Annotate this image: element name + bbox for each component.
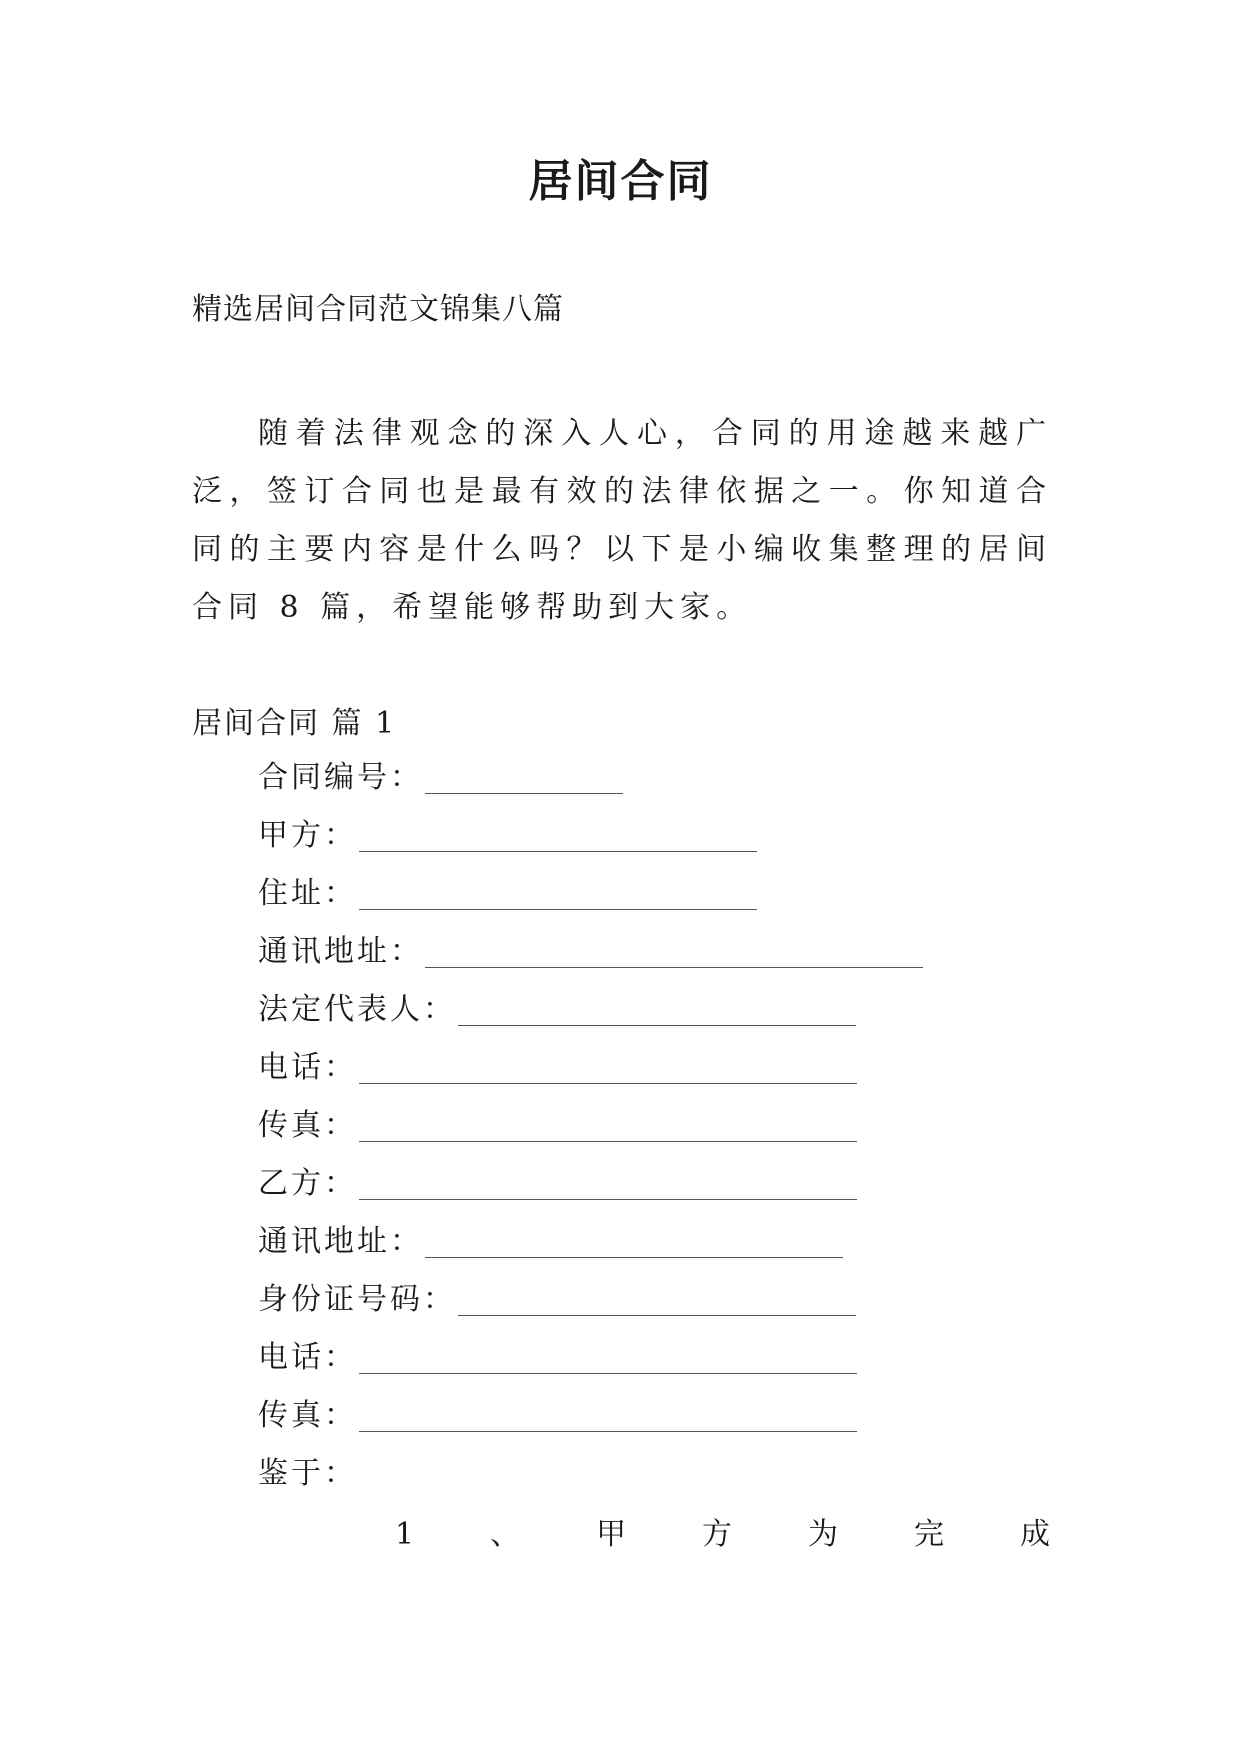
field-label: 通讯地址： — [258, 1224, 423, 1259]
party-b-fax-field — [258, 1396, 857, 1436]
party-b-mailing-address-field — [258, 1222, 843, 1262]
id-number-field — [258, 1280, 856, 1320]
party-b-field — [258, 1164, 857, 1204]
blank-line — [425, 937, 923, 968]
field-label: 合同编号： — [258, 760, 423, 795]
field-label: 传真： — [258, 1108, 357, 1143]
section-heading: 居间合同 篇 1 — [192, 706, 397, 741]
party-a-address-field — [258, 874, 757, 914]
field-label: 身份证号码： — [258, 1282, 456, 1317]
blank-line — [359, 1053, 857, 1084]
legal-representative-field — [258, 990, 856, 1030]
field-label: 传真： — [258, 1398, 357, 1433]
clause-char: 为 — [808, 1517, 839, 1552]
party-a-field — [258, 816, 757, 856]
blank-line — [458, 995, 856, 1026]
blank-line — [359, 1401, 857, 1432]
blank-line — [359, 821, 757, 852]
blank-line — [425, 763, 623, 794]
clause-char: 甲 — [596, 1517, 627, 1552]
party-a-phone-field — [258, 1048, 857, 1088]
field-label: 电话： — [258, 1050, 357, 1085]
blank-line — [359, 1111, 857, 1142]
blank-line — [425, 1227, 843, 1258]
blank-line — [458, 1285, 856, 1316]
field-label: 电话： — [258, 1340, 357, 1375]
clause-char: 方 — [702, 1517, 733, 1552]
clause-char: 完 — [914, 1517, 945, 1552]
field-label: 法定代表人： — [258, 992, 456, 1027]
field-label: 住址： — [258, 876, 357, 911]
field-label: 乙方： — [258, 1166, 357, 1201]
clause-1-line — [395, 1515, 1050, 1555]
party-b-phone-field — [258, 1338, 857, 1378]
field-label: 通讯地址： — [258, 934, 423, 969]
document-subtitle: 精选居间合同范文锦集八篇 — [192, 292, 564, 327]
blank-line — [359, 879, 757, 910]
party-a-fax-field — [258, 1106, 857, 1146]
document-title: 居间合同 — [528, 156, 713, 207]
whereas-label — [258, 1454, 357, 1494]
clause-char: 成 — [1020, 1517, 1050, 1552]
clause-char: 1 — [395, 1517, 415, 1552]
blank-line — [359, 1169, 857, 1200]
contract-number-field — [258, 758, 623, 798]
intro-paragraph: 随着法律观念的深入人心，合同的用途越来越广泛，签订合同也是最有效的法律依据之一。你知道合同的主要内容是什么吗？以下是小编收集整理的居间合同 8 篇，希望能够帮助到大家。 — [192, 416, 1052, 625]
clause-char: 、 — [490, 1517, 521, 1552]
whereas-text: 鉴于： — [258, 1456, 357, 1491]
blank-line — [359, 1343, 857, 1374]
party-a-mailing-address-field — [258, 932, 923, 972]
field-label: 甲方： — [258, 818, 357, 853]
